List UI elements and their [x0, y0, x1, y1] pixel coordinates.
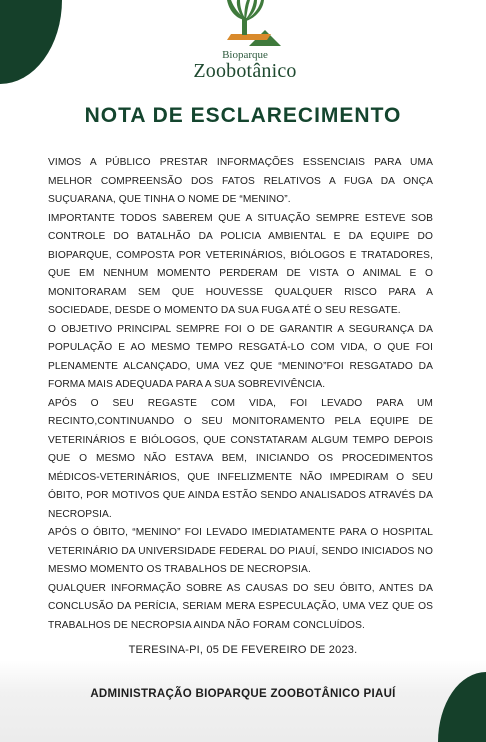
- paragraph: IMPORTANTE TODOS SABEREM QUE A SITUAÇÃO SEMPRE ESTEVE SOB CONTROLE DO BATALHÃO DA POLICIA AMBIENTAL E DA EQUIPE DO BIOPARQUE, COMPOSTA POR VETERINÁRIOS, BIÓLOGOS E TRATADORES, QUE EM NENHUM MOMENTO PERDERAM DE VISTA O ANIMAL E O MONITORARAM SEM QUE HOUVESSE QUALQUER RISCO PARA A SOCIEDADE, DESDE O MOMENTO DA SUA FUGA ATÉ O SEU RESGATE.: [48, 212, 433, 316]
- bioparque-logo: [180, 0, 310, 86]
- signature: ADMINISTRAÇÃO BIOPARQUE ZOOBOTÂNICO PIAUÍ: [90, 688, 396, 700]
- document-title: NOTA DE ESCLARECIMENTO: [84, 104, 402, 127]
- document-body: [48, 154, 433, 635]
- paragraph: VIMOS A PÚBLICO PRESTAR INFORMAÇÕES ESSENCIAIS PARA UMA MELHOR COMPREENSÃO DOS FATOS RELATIVOS A FUGA DA ONÇA SUÇUARANA, QUE TINHA O NOME DE “MENINO”.: [48, 157, 433, 205]
- logo-title: Zoobotânico: [193, 60, 297, 82]
- paragraph: APÓS O SEU REGASTE COM VIDA, FOI LEVADO PARA UM RECINTO,CONTINUANDO O SEU MONITORAMENTO PELA EQUIPE DE VETERINÁRIOS E BIÓLOGOS, QUE CONSTATARAM ALGUM TEMPO DEPOIS QUE O MESMO NÃO ESTAVA BEM, INICIANDO OS PROCEDIMENTOS MÉDICOS-VETERINÁRIOS, QUE INFELIZMENTE NÃO IMPEDIRAM O SEU ÓBITO, POR MOTIVOS QUE AINDA ESTÃO SENDO ANALISADOS ATRAVÉS DA NECROPSIA.: [48, 397, 433, 520]
- paragraph: QUALQUER INFORMAÇÃO SOBRE AS CAUSAS DO SEU ÓBITO, ANTES DA CONCLUSÃO DA PERÍCIA, SERIAM MERA ESPECULAÇÃO, UMA VEZ QUE OS TRABALHOS DE NECROPSIA AINDA NÃO FORAM CONCLUÍDOS.: [48, 582, 433, 631]
- paragraph: APÓS O ÓBITO, “MENINO” FOI LEVADO IMEDIATAMENTE PARA O HOSPITAL VETERINÁRIO DA UNIVERSIDADE FEDERAL DO PIAUÍ, SENDO INICIADOS NO MESMO MOMENTO OS TRABALHOS DE NECROPSIA.: [48, 527, 433, 575]
- page-header: [0, 0, 486, 88]
- paragraph: O OBJETIVO PRINCIPAL SEMPRE FOI O DE GARANTIR A SEGURANÇA DA POPULAÇÃO E AO MESMO TEMPO RESGATÁ-LO COM VIDA, O QUE FOI PLENAMENTE ALCANÇADO, UMA VEZ QUE “MENINO”FOI RESGATADO DA FORMA MAIS ADEQUADA PARA A SUA SOBREVIVÊNCIA.: [48, 323, 433, 390]
- logo-subtitle: Bioparque: [222, 49, 268, 61]
- dateline: TERESINA-PI, 05 DE FEVEREIRO DE 2023.: [128, 644, 358, 656]
- palm-tree-logo-icon: [205, 0, 285, 48]
- corner-decoration-top-left: [0, 0, 62, 84]
- footer-band: [0, 660, 486, 742]
